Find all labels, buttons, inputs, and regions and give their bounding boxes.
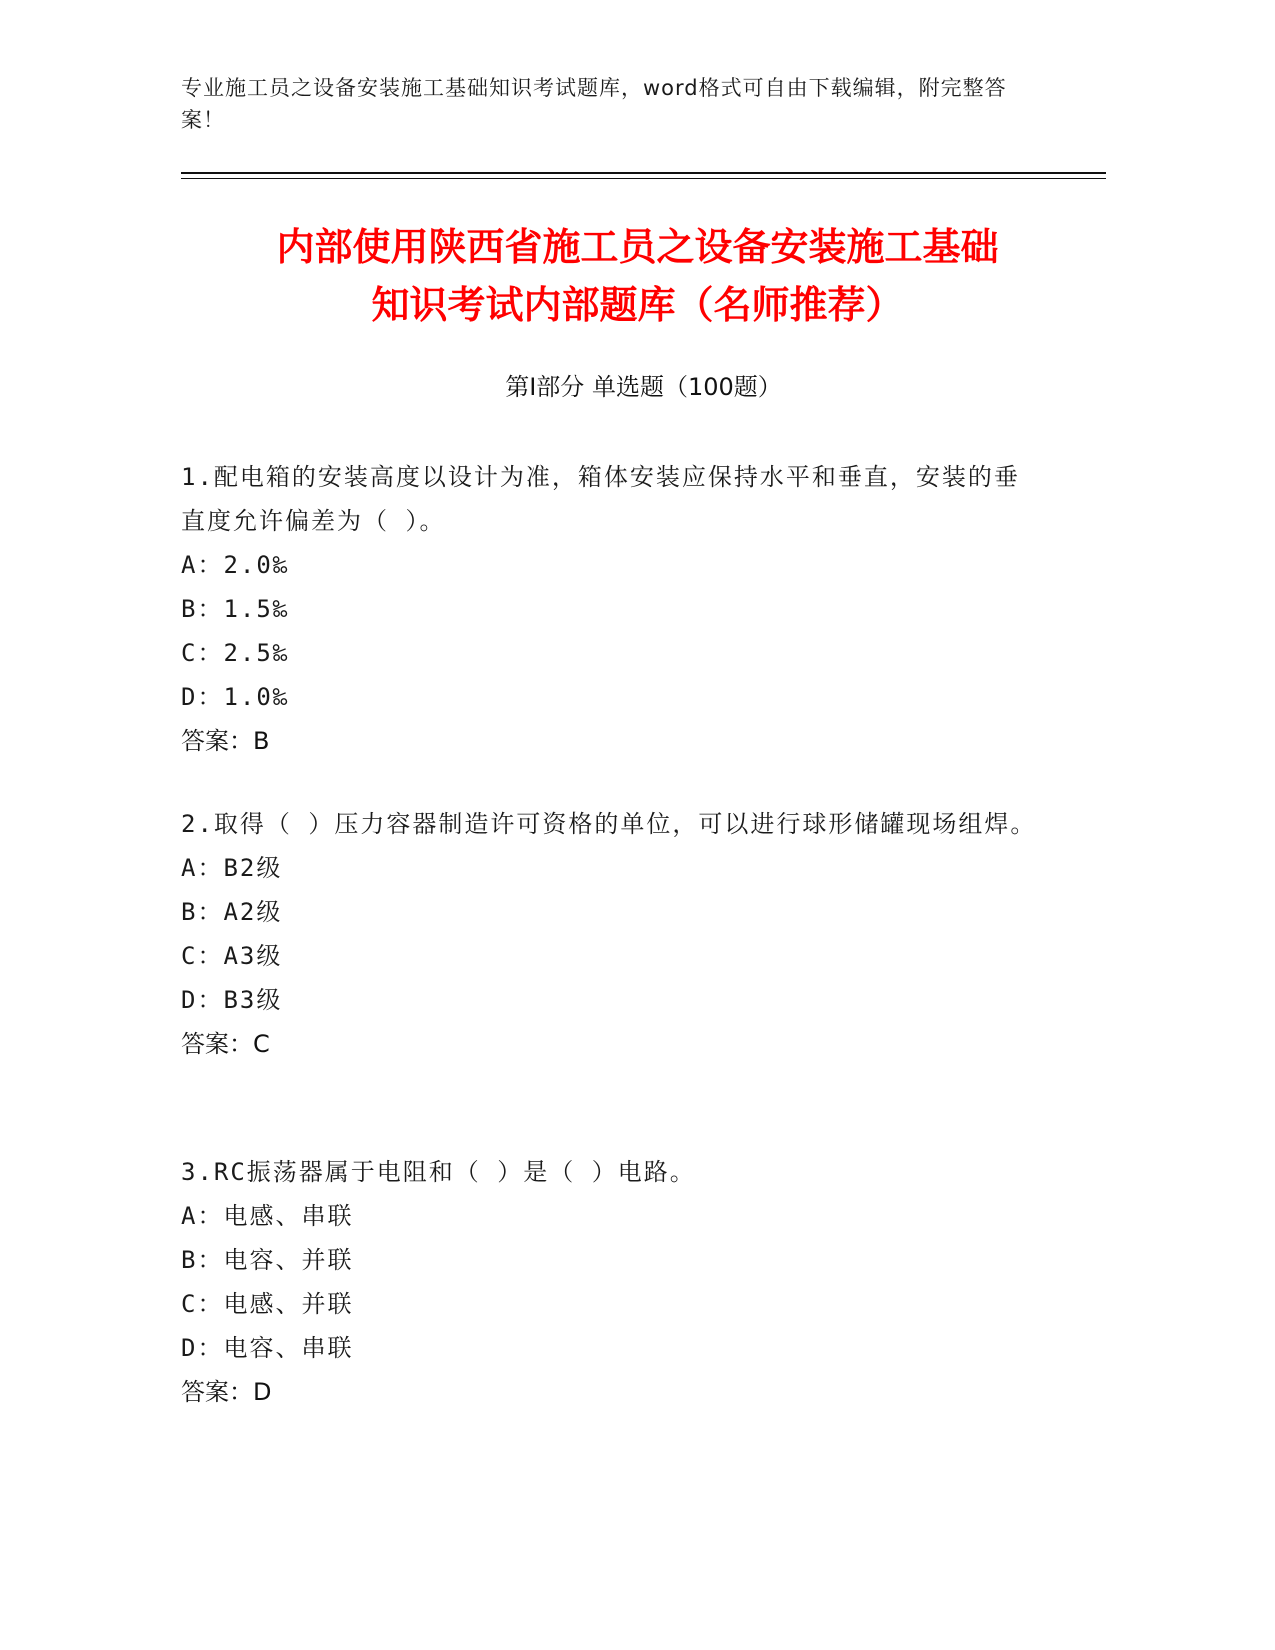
document-title-line-2: 知识考试内部题库（名师推荐） <box>371 283 904 327</box>
option-c: C：A3级 <box>181 942 283 970</box>
option-a: A：2.0‰ <box>181 551 290 579</box>
option-b: B：电容、并联 <box>181 1246 354 1274</box>
section-heading: 第Ⅰ部分 单选题（100题） <box>505 373 782 401</box>
question-1 <box>181 455 1041 763</box>
question-stem: 3.RC振荡器属于电阻和（ ）是（ ）电路。 <box>181 1158 696 1186</box>
option-d: D：1.0‰ <box>181 683 290 711</box>
option-d: D：电容、串联 <box>181 1334 354 1362</box>
option-b: B：1.5‰ <box>181 595 290 623</box>
answer: 答案：C <box>181 1030 270 1058</box>
option-a: A：B2级 <box>181 854 283 882</box>
answer: 答案：D <box>181 1378 272 1406</box>
option-c: C：电感、并联 <box>181 1290 354 1318</box>
document-title <box>160 218 1115 334</box>
question-stem: 2.取得（ ）压力容器制造许可资格的单位，可以进行球形储罐现场组焊。 <box>181 810 1037 838</box>
question-3 <box>181 1150 1041 1414</box>
question-2 <box>181 802 1041 1066</box>
header-note: 专业施工员之设备安装施工基础知识考试题库，word格式可自由下载编辑，附完整答案！ <box>181 76 1007 132</box>
option-d: D：B3级 <box>181 986 283 1014</box>
document-title-line-1: 内部使用陕西省施工员之设备安装施工基础 <box>276 225 999 269</box>
option-a: A：电感、串联 <box>181 1202 354 1230</box>
option-c: C：2.5‰ <box>181 639 290 667</box>
answer: 答案：B <box>181 727 270 755</box>
question-stem: 1.配电箱的安装高度以设计为准，箱体安装应保持水平和垂直，安装的垂直度允许偏差为（ ）。 <box>181 463 1020 535</box>
header-divider-thick <box>181 172 1106 174</box>
option-b: B：A2级 <box>181 898 283 926</box>
header-divider-thin <box>181 178 1106 179</box>
